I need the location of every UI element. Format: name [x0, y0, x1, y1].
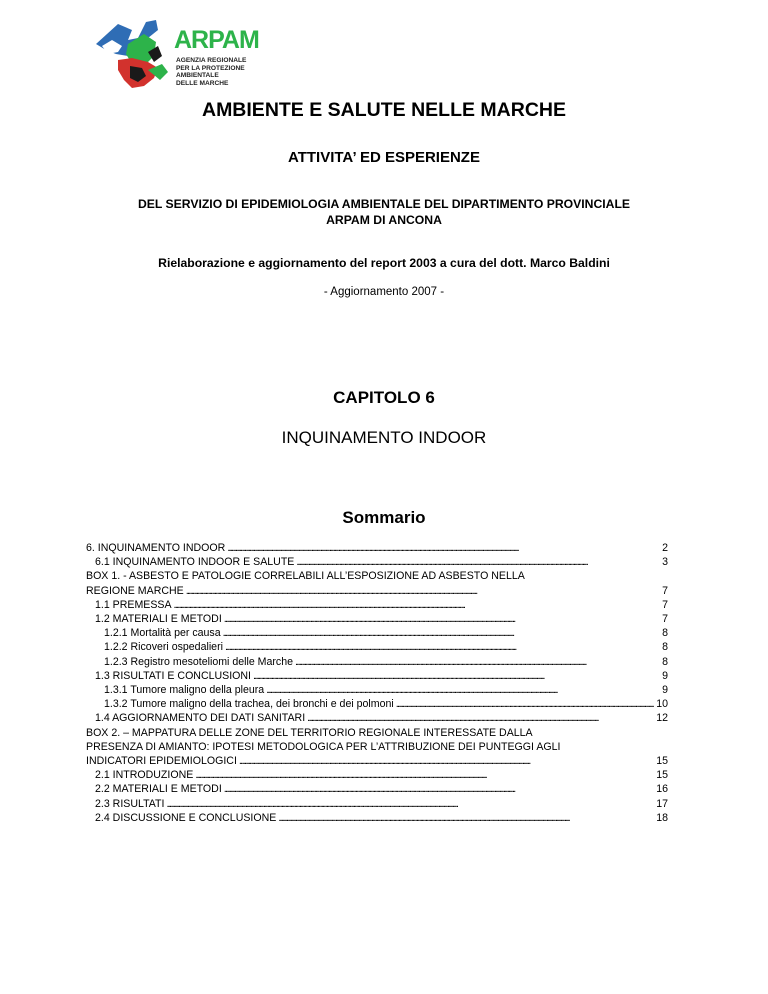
toc-entry-text: 6.1 INQUINAMENTO INDOOR E SALUTE [95, 556, 295, 569]
document-title: AMBIENTE E SALUTE NELLE MARCHE [201, 99, 566, 121]
toc-page-number: 10 [656, 698, 668, 711]
toc-page-number: 9 [662, 669, 668, 682]
toc-entry-text: 1.3 RISULTATI E CONCLUSIONI [95, 669, 251, 682]
chapter-title: INQUINAMENTO INDOOR [281, 428, 487, 447]
toc-page-number: 18 [656, 811, 668, 824]
toc-entry[interactable] [86, 711, 668, 725]
toc-dot-leader [186, 584, 660, 598]
toc-entry[interactable] [86, 598, 668, 612]
logo-wordmark: ARPAM [174, 26, 259, 54]
toc-entry[interactable] [86, 640, 668, 654]
toc-entry[interactable] [86, 811, 668, 825]
toc-page-number: 15 [656, 755, 668, 768]
toc-entry[interactable] [86, 569, 668, 583]
toc-entry[interactable] [86, 726, 668, 740]
toc-page-number: 8 [662, 655, 668, 668]
toc-page-number: 15 [656, 769, 668, 782]
toc-heading: Sommario [342, 508, 426, 527]
arpam-logo [88, 16, 268, 96]
toc-page-number: 17 [656, 797, 668, 810]
toc-entry[interactable] [86, 697, 668, 711]
toc-dot-leader [174, 598, 661, 612]
toc-dot-leader [278, 811, 654, 825]
toc-page-number: 2 [662, 542, 668, 554]
department-block [0, 196, 768, 228]
marche-region-logo-icon [88, 16, 174, 92]
document-subtitle: ATTIVITA’ ED ESPERIENZE [288, 149, 480, 166]
toc-page-number: 16 [656, 783, 668, 796]
toc-dot-leader [296, 555, 660, 569]
toc-entry[interactable] [86, 655, 668, 669]
toc-entry-text: 1.4 AGGIORNAMENTO DEI DATI SANITARI [95, 712, 306, 725]
toc-entry-text: 1.3.2 Tumore maligno della trachea, dei bronchi e dei polmoni [104, 698, 394, 711]
toc-entry[interactable] [86, 626, 668, 640]
toc-dot-leader [239, 754, 654, 768]
toc-page-number: 12 [656, 712, 668, 725]
toc-entry[interactable] [86, 740, 668, 754]
toc-entry-text: 1.2.2 Ricoveri ospedalieri [104, 641, 223, 654]
credit-line: Rielaborazione e aggiornamento del report 2003 a cura del dott. Marco Baldini [158, 256, 610, 270]
toc-entry[interactable] [86, 797, 668, 811]
toc-entry[interactable] [86, 584, 668, 598]
toc-page-number: 7 [662, 584, 668, 597]
toc-page-number: 9 [662, 684, 668, 697]
toc-entry-text: 1.1 PREMESSA [95, 598, 172, 611]
toc-entry[interactable] [86, 683, 668, 697]
toc-entry-text: 2.4 DISCUSSIONE E CONCLUSIONE [95, 811, 277, 824]
toc-page-number: 8 [662, 627, 668, 640]
toc-entry[interactable] [86, 754, 668, 768]
toc-entry[interactable] [86, 612, 668, 626]
toc-dot-leader [295, 655, 660, 669]
toc-page-number: 3 [662, 556, 668, 569]
toc-entry[interactable] [86, 541, 668, 555]
toc-entry-text: BOX 1. - ASBESTO E PATOLOGIE CORRELABILI ALL’ESPOSIZIONE AD ASBESTO NELLA [86, 570, 525, 583]
toc-entry-text: REGIONE MARCHE [86, 584, 184, 597]
toc-dot-leader [166, 797, 654, 811]
toc-entry-text: 6. INQUINAMENTO INDOOR [86, 542, 226, 554]
toc-dot-leader [224, 782, 654, 796]
toc-dot-leader [195, 768, 654, 782]
toc-dot-leader [223, 626, 661, 640]
toc-entry-text: 2.3 RISULTATI [95, 797, 165, 810]
toc-entry-text: 1.3.1 Tumore maligno della pleura [104, 684, 265, 697]
table-of-contents [86, 541, 668, 825]
toc-page-number: 7 [662, 613, 668, 626]
update-line: - Aggiornamento 2007 - [323, 286, 445, 298]
toc-entry-text: 1.2 MATERIALI E METODI [95, 613, 222, 626]
toc-entry-text: PRESENZA DI AMIANTO: IPOTESI METODOLOGICA PER L’ATTRIBUZIONE DEI PUNTEGGI AGLI [86, 740, 561, 753]
toc-dot-leader [266, 683, 660, 697]
toc-entry[interactable] [86, 669, 668, 683]
chapter-label: CAPITOLO 6 [333, 388, 435, 407]
toc-entry-text: INDICATORI EPIDEMIOLOGICI [86, 755, 237, 768]
toc-dot-leader [227, 541, 660, 555]
toc-dot-leader [225, 640, 660, 654]
toc-dot-leader [307, 711, 654, 725]
toc-entry-text: BOX 2. – MAPPATURA DELLE ZONE DEL TERRITORIO REGIONALE INTERESSATE DALLA [86, 726, 533, 739]
toc-dot-leader [253, 669, 660, 683]
toc-dot-leader [396, 697, 654, 711]
toc-dot-leader [224, 612, 660, 626]
toc-page-number: 8 [662, 641, 668, 654]
logo-subtitle: AGENZIA REGIONALE PER LA PROTEZIONE AMBIENTALE DELLE MARCHE [176, 57, 247, 87]
toc-page-number: 7 [662, 598, 668, 611]
toc-entry-text: 1.2.3 Registro mesoteliomi delle Marche [104, 655, 294, 668]
department-line-1: DEL SERVIZIO DI EPIDEMIOLOGIA AMBIENTALE DEL DIPARTIMENTO PROVINCIALE [137, 197, 631, 211]
toc-entry-text: 2.1 INTRODUZIONE [95, 769, 194, 782]
toc-entry[interactable] [86, 782, 668, 796]
toc-entry-text: 2.2 MATERIALI E METODI [95, 783, 222, 796]
toc-entry-text: 1.2.1 Mortalità per causa [104, 627, 221, 640]
toc-entry[interactable] [86, 555, 668, 569]
toc-entry[interactable] [86, 768, 668, 782]
department-line-2: ARPAM DI ANCONA [326, 213, 442, 227]
